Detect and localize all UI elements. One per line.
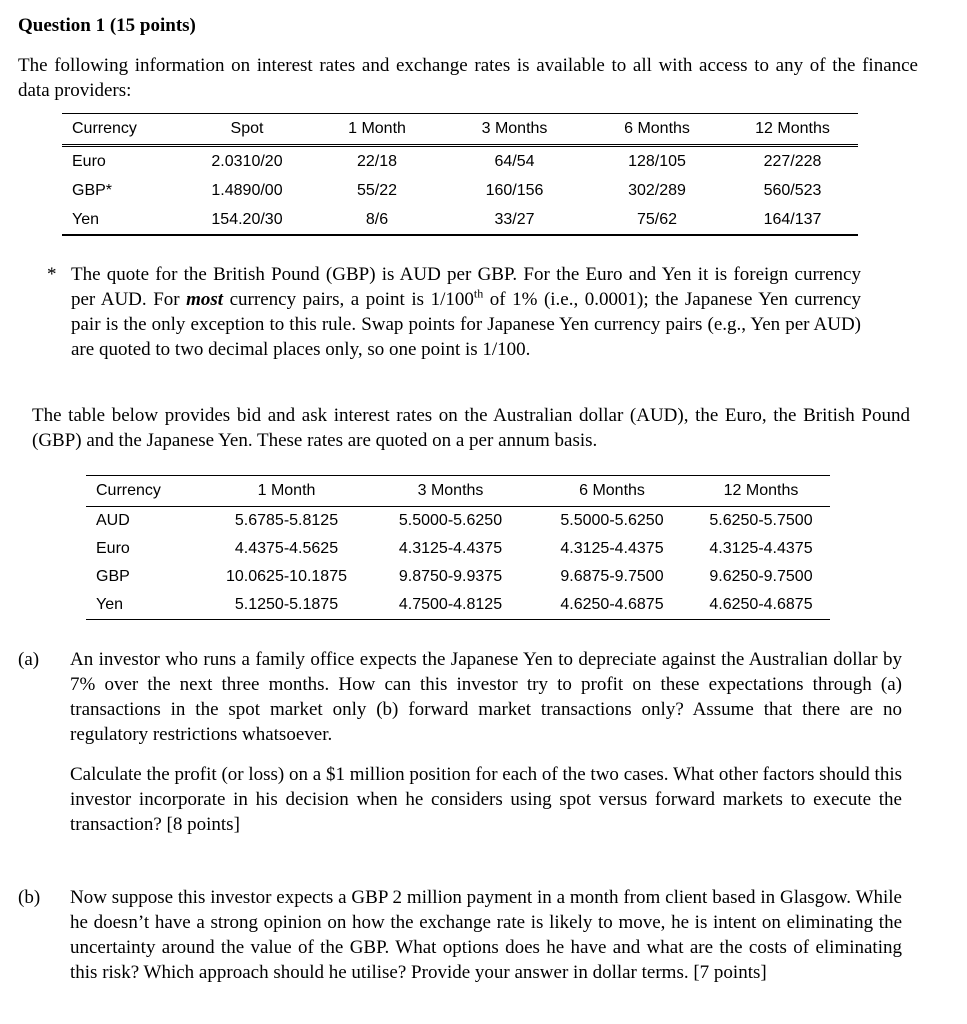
- footnote-marker: *: [47, 264, 57, 285]
- question-title: Question 1 (15 points): [18, 15, 196, 36]
- table-cell: 5.5000-5.6250: [560, 512, 664, 529]
- table-row: [62, 205, 858, 235]
- interest-rate-table: [86, 475, 830, 620]
- rates-intro-paragraph: The table below provides bid and ask interest rates on the Australian dollar (AUD), the Euro, the British Pound (GBP) and the Japanese Yen. These rates are quoted on a per annum basis.: [32, 405, 910, 451]
- table-row: [86, 591, 830, 620]
- table-row: [86, 535, 830, 563]
- table-cell: 4.7500-4.8125: [398, 596, 503, 613]
- table-row: [62, 146, 858, 177]
- table-row: [86, 507, 830, 536]
- column-header: 3 Months: [442, 114, 587, 146]
- table-cell: 10.0625-10.1875: [226, 568, 347, 585]
- table-cell: 64/54: [494, 152, 535, 170]
- part-a-paragraph-2: Calculate the profit (or loss) on a $1 million position for each of the two cases. What other factors should this investor incorporate in his decision when he considers using spot versus forward markets to execute the transaction? [8 points]: [70, 764, 902, 835]
- table-cell: 4.3125-4.4375: [560, 540, 664, 557]
- table-cell: Euro: [72, 152, 106, 170]
- footnote-part: The quote for the British Pound (GBP) is AUD per GBP. For the Euro and Yen it is foreign currency per AUD. For: [71, 264, 861, 310]
- table-cell: 4.3125-4.4375: [398, 540, 503, 557]
- column-header: 6 Months: [532, 476, 692, 507]
- table-cell: 5.1250-5.1875: [234, 596, 339, 613]
- table-cell: 8/6: [365, 210, 389, 228]
- table-header-row: [62, 114, 858, 146]
- part-a-text: [70, 647, 902, 837]
- table-header-row: [86, 476, 830, 507]
- table-cell: 9.6875-9.7500: [560, 568, 664, 585]
- table-cell: 5.6250-5.7500: [709, 512, 813, 529]
- column-header: Currency: [86, 476, 204, 507]
- part-b-text: Now suppose this investor expects a GBP 2 million payment in a month from client based in Glasgow. While he doesn’t have a strong opinion on how the exchange rate is likely to move, he is intent on eliminating the uncertainty around the value of the GBP. What options does he have and what are the costs of eliminating this risk? Which approach should he utilise? Provide your answer in dollar terms. [7 points]: [70, 887, 902, 983]
- table-cell: 5.5000-5.6250: [398, 512, 503, 529]
- table-cell: 164/137: [763, 210, 822, 228]
- column-header: 12 Months: [692, 476, 830, 507]
- part-a-label: (a): [18, 649, 40, 670]
- footnote-emphasis: most: [186, 289, 224, 310]
- column-header: 3 Months: [369, 476, 532, 507]
- intro-paragraph: The following information on interest rates and exchange rates is available to all with access to any of the finance data providers:: [18, 55, 918, 101]
- table-cell: Euro: [96, 540, 130, 557]
- table-row: [62, 176, 858, 205]
- table-cell: AUD: [96, 512, 130, 529]
- table-cell: 560/523: [763, 181, 822, 199]
- table-cell: 33/27: [494, 210, 535, 228]
- table-cell: 302/289: [628, 181, 686, 199]
- column-header: 12 Months: [727, 114, 858, 146]
- column-header: 1 Month: [312, 114, 442, 146]
- table-cell: GBP*: [72, 181, 113, 199]
- column-header: Currency: [62, 114, 182, 146]
- table-cell: Yen: [96, 596, 123, 613]
- exchange-rate-table: [62, 113, 858, 236]
- footnote-part: of 1% (i.e., 0.0001); the Japanese Yen currency pair is the only exception to this rule. Swap points for Japanese Yen currency pairs (e.g., Yen per AUD) are quoted to two decimal places only, so one point is 1/100.: [71, 289, 861, 360]
- table-cell: 227/228: [763, 152, 822, 170]
- footnote-superscript: th: [473, 286, 484, 301]
- table-cell: 128/105: [628, 152, 686, 170]
- table-cell: 22/18: [356, 152, 398, 170]
- column-header: 1 Month: [204, 476, 369, 507]
- part-b-label: (b): [18, 887, 41, 908]
- footnote-text: [71, 262, 861, 362]
- column-header: Spot: [182, 114, 312, 146]
- table-cell: 55/22: [356, 181, 398, 199]
- table-cell: 160/156: [485, 181, 544, 199]
- part-a-paragraph-1: An investor who runs a family office expects the Japanese Yen to depreciate against the Australian dollar by 7% over the next three months. How can this investor try to profit on these expectations through (a) transactions in the spot market only (b) forward market transactions only? Assume that there are no regulatory restrictions whatsoever.: [70, 649, 902, 745]
- table-cell: 1.4890/00: [211, 181, 283, 199]
- table-cell: GBP: [96, 568, 130, 585]
- table-row: [86, 563, 830, 591]
- table-cell: 4.4375-4.5625: [234, 540, 339, 557]
- column-header: 6 Months: [587, 114, 727, 146]
- table-cell: 75/62: [636, 210, 678, 228]
- table-cell: 9.8750-9.9375: [398, 568, 503, 585]
- table-cell: 9.6250-9.7500: [709, 568, 813, 585]
- table-cell: 5.6785-5.8125: [234, 512, 339, 529]
- table-cell: 154.20/30: [211, 210, 283, 228]
- table-cell: 4.6250-4.6875: [560, 596, 664, 613]
- table-cell: 2.0310/20: [211, 152, 283, 170]
- table-cell: Yen: [72, 210, 99, 228]
- table-cell: 4.3125-4.4375: [709, 540, 813, 557]
- table-cell: 4.6250-4.6875: [709, 596, 813, 613]
- footnote-part: currency pairs, a point is 1/100: [223, 289, 474, 310]
